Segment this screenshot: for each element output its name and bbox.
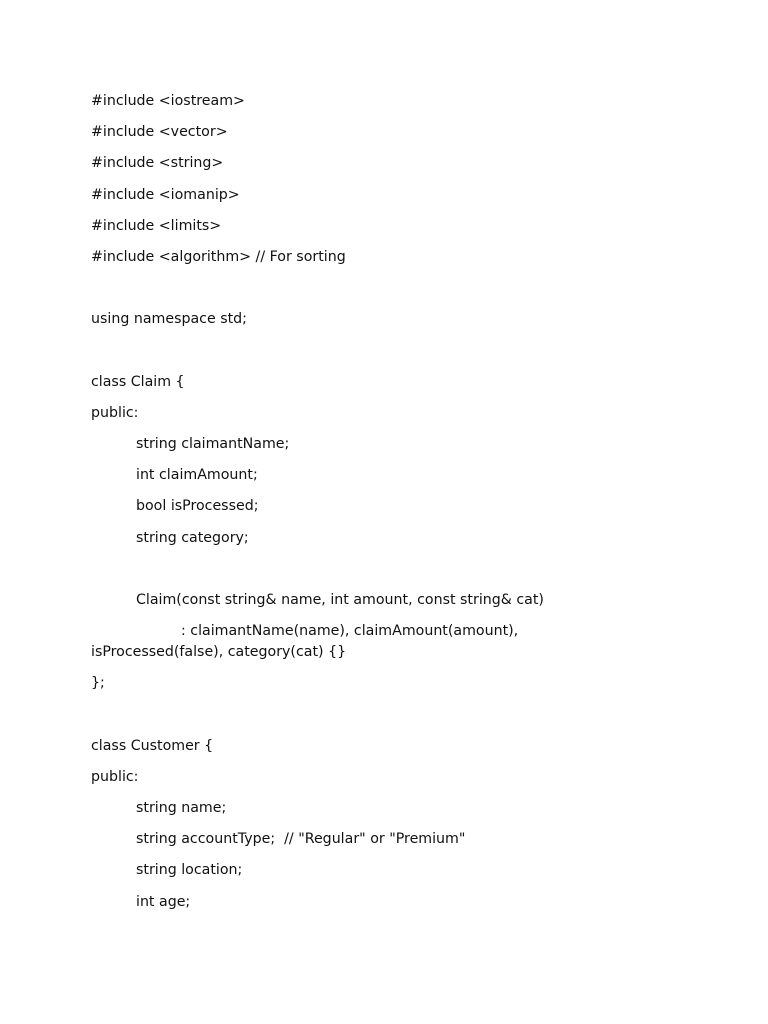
include-vector-line: #include <vector> bbox=[91, 124, 228, 141]
claim-constructor-line: Claim(const string& name, int amount, const string& cat) bbox=[136, 592, 544, 608]
include-iostream-line: #include <iostream> bbox=[91, 93, 245, 109]
include-iomanip-line: #include <iomanip> bbox=[91, 186, 240, 203]
initializer-list-part-2: isProcessed(false), category(cat) {} bbox=[91, 644, 347, 661]
is-processed-field-line: bool isProcessed; bbox=[136, 498, 259, 515]
include-string-line: #include <string> bbox=[91, 155, 224, 172]
blank-line bbox=[91, 341, 711, 372]
include-algorithm-line: #include <algorithm> // For sorting bbox=[91, 248, 346, 265]
public-label-line: public: bbox=[91, 404, 139, 421]
include-limits-line: #include <limits> bbox=[91, 217, 222, 234]
public-label-line: public: bbox=[91, 768, 139, 785]
customer-name-field-line: string name; bbox=[136, 799, 227, 816]
location-field-line: string location; bbox=[136, 862, 243, 879]
claimant-name-field-line: string claimantName; bbox=[136, 436, 290, 453]
blank-line bbox=[91, 704, 711, 735]
class-claim-close-line: }; bbox=[91, 675, 105, 692]
account-type-field-line: string accountType; // "Regular" or "Premium" bbox=[136, 831, 466, 848]
age-field-line: int age; bbox=[136, 893, 191, 910]
class-claim-line: class Claim { bbox=[91, 373, 185, 390]
code-body bbox=[91, 91, 711, 923]
blank-line bbox=[91, 559, 711, 590]
category-field-line: string category; bbox=[136, 529, 249, 546]
using-namespace-line: using namespace std; bbox=[91, 311, 247, 328]
class-customer-line: class Customer { bbox=[91, 737, 214, 754]
initializer-list-line bbox=[91, 621, 711, 673]
claim-amount-field-line: int claimAmount; bbox=[136, 467, 258, 484]
blank-line bbox=[91, 278, 711, 309]
initializer-list-part-1: : claimantName(name), claimAmount(amount), bbox=[181, 623, 519, 640]
